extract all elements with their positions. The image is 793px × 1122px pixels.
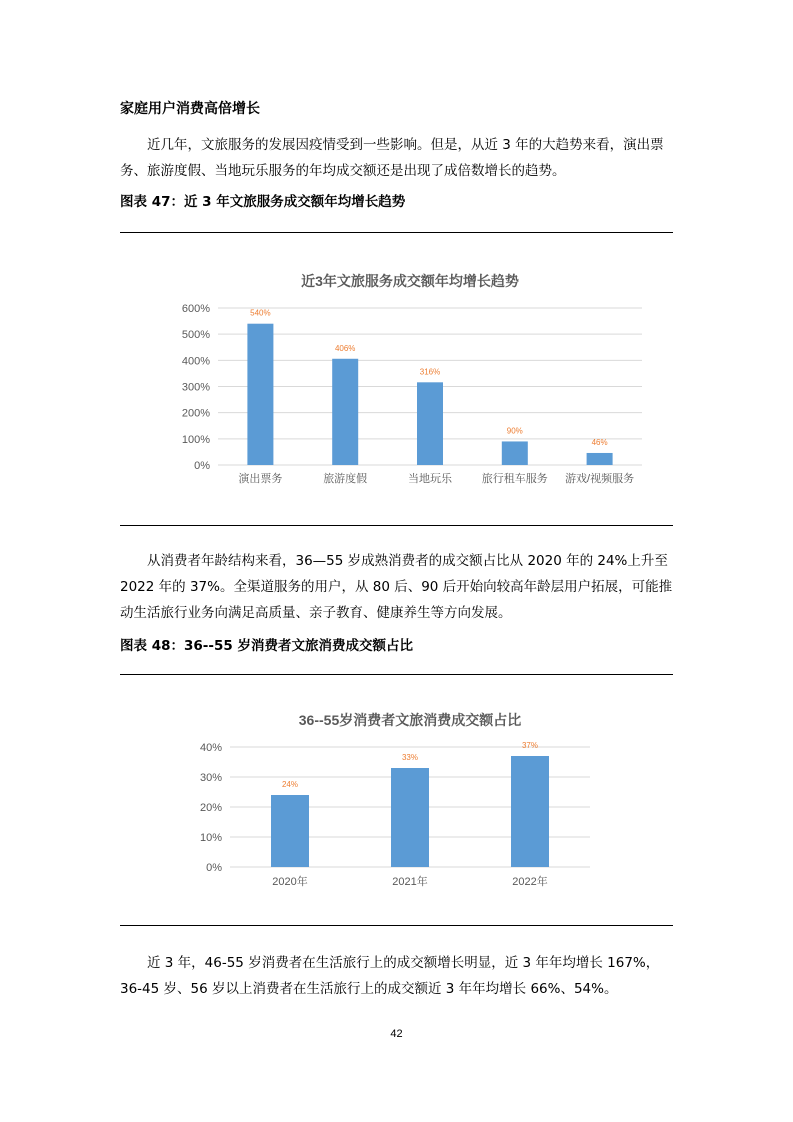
chart-title: 36--55岁消费者文旅消费成交额占比 <box>298 712 522 728</box>
divider <box>120 232 673 233</box>
chart-title: 近3年文旅服务成交额年均增长趋势 <box>301 273 519 289</box>
data-label: 406% <box>334 343 356 353</box>
bar <box>247 324 273 465</box>
divider <box>120 674 673 675</box>
bar <box>391 768 429 867</box>
x-tick-label: 当地玩乐 <box>408 473 452 485</box>
data-label: 37% <box>521 741 539 750</box>
x-tick-label: 2020年 <box>272 876 308 888</box>
section-title: 家庭用户消费高倍增长 <box>120 101 260 117</box>
y-tick-label: 0% <box>206 862 222 874</box>
figure-caption-47: 图表 47：近 3 年文旅服务成交额年均增长趋势 <box>120 194 406 210</box>
y-tick-label: 20% <box>199 802 222 814</box>
data-label: 90% <box>506 426 523 436</box>
y-tick-label: 0% <box>194 460 210 472</box>
bar <box>417 382 443 465</box>
data-label: 24% <box>281 780 299 789</box>
y-tick-label: 100% <box>181 433 210 446</box>
bar <box>271 795 309 867</box>
chart-age-share <box>170 705 650 895</box>
bar <box>587 453 613 465</box>
x-tick-label: 旅游度假 <box>323 473 368 485</box>
data-label: 33% <box>401 753 419 762</box>
x-tick-label: 2021年 <box>392 876 428 888</box>
chart-age-share-svg <box>170 705 650 895</box>
bar <box>511 756 549 867</box>
y-tick-label: 40% <box>199 742 222 754</box>
data-label: 46% <box>591 437 608 447</box>
y-tick-label: 300% <box>181 381 210 394</box>
y-tick-label: 200% <box>181 407 210 420</box>
y-tick-label: 10% <box>199 832 222 844</box>
y-tick-label: 30% <box>199 772 222 784</box>
data-label: 316% <box>419 367 441 377</box>
chart-growth-trend <box>170 262 650 492</box>
y-tick-label: 500% <box>181 329 210 342</box>
figure-caption-48: 图表 48：36--55 岁消费者文旅消费成交额占比 <box>120 638 413 654</box>
divider <box>120 525 673 526</box>
divider <box>120 925 673 926</box>
x-tick-label: 旅行租车服务 <box>481 473 548 485</box>
bar <box>502 441 528 465</box>
page-number: 42 <box>390 1028 403 1040</box>
chart-growth-trend-svg <box>170 262 650 492</box>
y-tick-label: 600% <box>181 303 210 315</box>
paragraph-3: 近 3 年，46-55 岁消费者在生活旅行上的成交额增长明显，近 3 年年均增长 167%，36-45 岁、56 岁以上消费者在生活旅行上的成交额近 3 年年均增长 66%、54%。 <box>120 955 660 997</box>
data-label: 540% <box>250 308 271 318</box>
paragraph-2: 从消费者年龄结构来看，36—55 岁成熟消费者的成交额占比从 2020 年的 24%上升至 2022 年的 37%。全渠道服务的用户，从 80 后、90 后开始向较高年龄层用户拓展，可能推动生活旅行业务向满足高质量、亲子教育、健康养生等方向发展。 <box>120 553 673 621</box>
x-tick-label: 演出票务 <box>238 473 283 485</box>
y-tick-label: 400% <box>181 355 210 368</box>
x-tick-label: 游戏/视频服务 <box>565 473 635 485</box>
paragraph-1: 近几年，文旅服务的发展因疫情受到一些影响。但是，从近 3 年的大趋势来看，演出票务、旅游度假、当地玩乐服务的年均成交额还是出现了成倍数增长的趋势。 <box>120 137 664 179</box>
bar <box>332 359 358 465</box>
x-tick-label: 2022年 <box>512 876 548 888</box>
